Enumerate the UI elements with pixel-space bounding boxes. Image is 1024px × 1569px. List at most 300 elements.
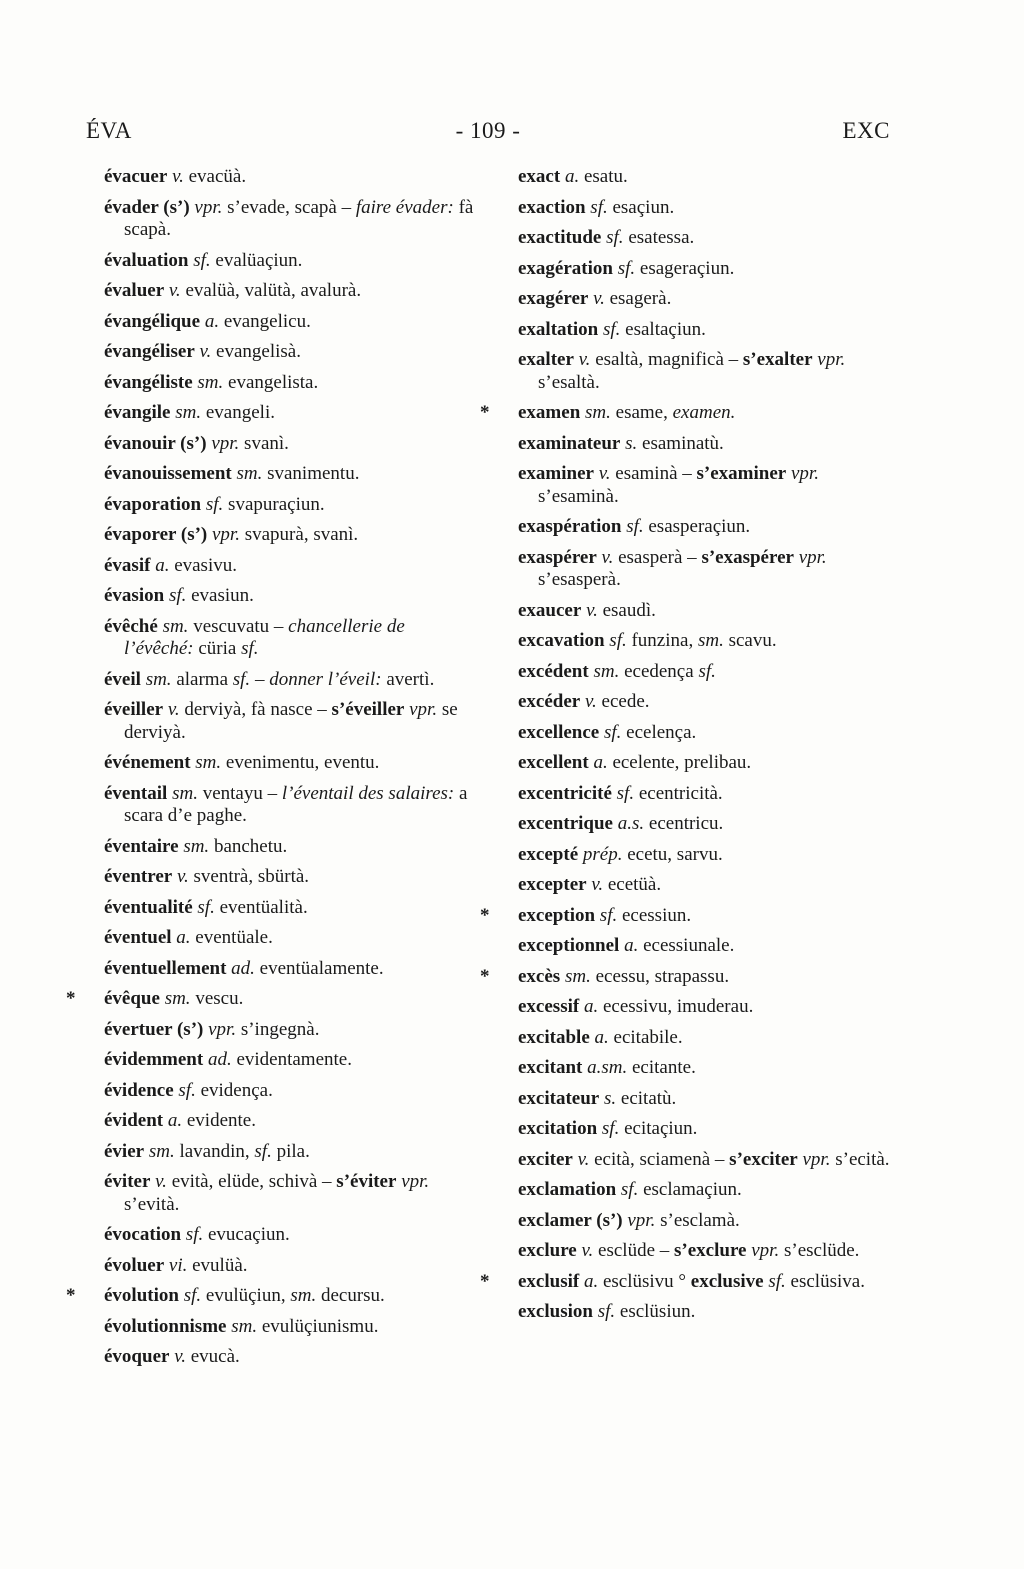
entry-text: evidente.	[182, 1110, 256, 1131]
entry-text: esasperà –	[613, 546, 702, 568]
entry-headword: exclamation	[518, 1179, 617, 1200]
entry-headword: excepté	[518, 843, 579, 865]
entry-headword: éventualité	[104, 896, 193, 918]
entry-italic-text: vpr.	[790, 463, 819, 484]
dictionary-entry	[104, 866, 476, 889]
entry-headword: évasif	[104, 554, 151, 576]
entry-italic-text: sf.	[620, 1179, 639, 1200]
dictionary-entry	[518, 1057, 890, 1080]
entry-italic-text: v.	[593, 288, 605, 309]
entry-italic-text: sf.	[197, 896, 215, 918]
entry-italic-text: v.	[199, 341, 212, 362]
entry-headword: éventuellement	[104, 957, 227, 979]
entry-headword: excitable	[518, 1026, 590, 1048]
entry-text: eventüale.	[190, 927, 273, 948]
entry-text: s’ecità.	[830, 1148, 890, 1170]
entry-subheadword: s’exciter	[729, 1148, 798, 1170]
entry-italic-text: a.	[583, 1270, 599, 1292]
entry-text: pila.	[271, 1140, 310, 1162]
entry-headword: évier	[104, 1140, 145, 1162]
dictionary-entry	[104, 836, 476, 859]
entry-headword: exaction	[518, 196, 586, 218]
entry-headword: évanouir (s’)	[104, 432, 207, 454]
header-last-entry: EXC	[842, 118, 890, 143]
dictionary-entry	[518, 1118, 890, 1141]
entry-text: eventüalità.	[214, 896, 308, 918]
dictionary-entry	[104, 463, 476, 486]
entry-italic-text: sm.	[197, 371, 224, 393]
dictionary-entry	[518, 258, 890, 281]
entry-text: s’esclamà.	[655, 1209, 740, 1231]
dictionary-entry	[104, 988, 476, 1011]
entry-headword: évolution	[104, 1285, 179, 1306]
entry-italic-text: sm.	[593, 660, 620, 682]
entry-text: evalüà, valütà, avalurà.	[180, 280, 362, 301]
entry-headword: évidence	[104, 1079, 174, 1101]
entry-italic-text: v.	[174, 1346, 186, 1367]
dictionary-entry	[104, 433, 476, 456]
entry-text: evalüaçiun.	[210, 249, 303, 271]
entry-text: evacüà.	[183, 166, 247, 187]
entry-italic-text: a.sm.	[587, 1057, 628, 1078]
entry-text: cüria	[193, 638, 242, 659]
entry-text: s’esasperà.	[538, 569, 621, 590]
dictionary-entry	[104, 1316, 476, 1339]
entry-italic-text: sf.	[617, 257, 636, 279]
entry-italic-text: vpr.	[401, 1171, 430, 1192]
dictionary-entry	[518, 1271, 890, 1294]
entry-subheadword: s’exclure	[674, 1240, 747, 1261]
entry-italic-text: a.	[204, 310, 220, 332]
entry-headword: exclusif	[518, 1270, 580, 1292]
entry-headword: éventaire	[104, 835, 179, 857]
dictionary-entry	[104, 555, 476, 578]
dictionary-entry	[104, 402, 476, 425]
dictionary-entry	[518, 966, 890, 989]
entry-text: esaltaçiun.	[620, 318, 706, 340]
entry-headword: excitateur	[518, 1087, 600, 1109]
entry-text: evucaçiun.	[203, 1224, 290, 1245]
dictionary-entry	[518, 813, 890, 836]
page-number: - 109 -	[455, 118, 521, 143]
entry-italic-text: v.	[601, 546, 614, 568]
entry-text: ecedença	[619, 660, 699, 682]
entry-text: eventüalamente.	[254, 957, 384, 979]
entry-headword: exaspérer	[518, 546, 597, 568]
entry-italic-text: sf.	[606, 227, 624, 248]
entry-italic-text: sf.	[254, 1140, 272, 1162]
entry-text: lavandin,	[174, 1140, 255, 1162]
entry-headword: éventrer	[104, 866, 173, 887]
entry-text: s’ingegnà.	[236, 1018, 320, 1040]
dictionary-entry	[518, 1179, 890, 1202]
dictionary-entry	[104, 1346, 476, 1369]
dictionary-entry	[518, 722, 890, 745]
dictionary-entry	[518, 996, 890, 1019]
entry-italic-text: sm.	[290, 1285, 317, 1306]
entry-italic-text: sm.	[164, 988, 191, 1009]
entry-headword: éviter	[104, 1171, 151, 1192]
entry-italic-text: a.	[583, 996, 599, 1017]
entry-text: se derviyà.	[124, 699, 458, 743]
entry-italic-text: ad.	[207, 1049, 232, 1070]
entry-headword: évaluation	[104, 249, 189, 271]
dictionary-entry	[104, 1141, 476, 1164]
dictionary-entry	[104, 616, 476, 661]
entry-headword: examen	[518, 402, 581, 423]
dictionary-entry	[518, 402, 890, 425]
entry-headword: excavation	[518, 630, 605, 651]
entry-italic-text: vpr.	[817, 349, 846, 370]
dictionary-entry	[104, 166, 476, 189]
entry-italic-text: v.	[581, 1240, 594, 1261]
entry-text: ecetu, sarvu.	[622, 843, 723, 865]
entry-headword: excéder	[518, 691, 581, 712]
dictionary-entry	[104, 280, 476, 303]
dictionary-entry	[518, 319, 890, 342]
entry-text: evidentamente.	[231, 1049, 352, 1070]
entry-text: funzina,	[626, 630, 698, 651]
entry-text: scavu.	[723, 630, 777, 651]
entry-italic-text: sf.	[626, 516, 644, 537]
entry-subheadword: exclusive	[690, 1270, 764, 1292]
entry-italic-text: sm.	[564, 965, 591, 987]
entry-text: ecità, sciamenà –	[589, 1148, 730, 1170]
entry-italic-text: sf.	[168, 585, 187, 606]
entry-text: ecitatù.	[616, 1087, 677, 1109]
entry-italic-text: sf.	[597, 1301, 616, 1322]
entry-italic-text: a.	[564, 166, 580, 187]
left-column	[104, 166, 476, 1377]
entry-italic-text: prép.	[582, 843, 623, 865]
entry-headword: évoquer	[104, 1346, 170, 1367]
entry-text: esagerà.	[604, 288, 672, 309]
dictionary-entry	[518, 516, 890, 539]
dictionary-entry	[104, 897, 476, 920]
entry-headword: évanouissement	[104, 463, 232, 484]
entry-italic-text: sf.	[698, 660, 716, 682]
entry-text: evangelista.	[223, 371, 319, 393]
entry-headword: examinateur	[518, 432, 621, 454]
entry-text: esageraçiun.	[635, 257, 735, 279]
entry-subheadword: s’examiner	[696, 463, 787, 484]
dictionary-entry	[104, 1080, 476, 1103]
entry-text: ventayu –	[197, 782, 282, 804]
dictionary-entry	[104, 1019, 476, 1042]
entry-text: svanimentu.	[262, 463, 360, 484]
entry-italic-text: vpr.	[194, 196, 223, 218]
entry-italic-text: a.	[594, 1026, 609, 1048]
dictionary-entry	[518, 783, 890, 806]
entry-italic-text: v.	[168, 280, 181, 301]
dictionary-entry	[104, 1285, 476, 1308]
entry-italic-text: sm.	[162, 615, 189, 637]
dictionary-entry	[104, 699, 476, 744]
entry-italic-text: vpr.	[627, 1209, 656, 1231]
dictionary-entry	[104, 669, 476, 692]
entry-italic-text: vi.	[168, 1254, 188, 1276]
entry-text: esaudì.	[597, 599, 656, 621]
entry-headword: exclamer (s’)	[518, 1209, 623, 1231]
dictionary-entry	[104, 783, 476, 828]
entry-italic-text: sf.	[205, 493, 224, 515]
entry-italic-text: vpr.	[211, 432, 240, 454]
entry-italic-text: v.	[167, 699, 180, 720]
entry-headword: exception	[518, 904, 596, 926]
entry-headword: excentricité	[518, 782, 612, 804]
entry-italic-text: sf.	[601, 1118, 620, 1139]
entry-italic-text: vpr.	[208, 1018, 237, 1040]
entry-italic-text: sm.	[585, 402, 611, 423]
dictionary-entry	[104, 752, 476, 775]
entry-text: evulüçiun,	[201, 1285, 291, 1306]
dictionary-entry	[518, 1088, 890, 1111]
entry-italic-text: a.s.	[617, 813, 645, 834]
entry-text: evucà.	[185, 1346, 240, 1367]
entry-italic-text: donner l’éveil:	[269, 668, 382, 690]
entry-headword: excédent	[518, 660, 589, 682]
entry-headword: évasion	[104, 585, 165, 606]
entry-text: ecitabile.	[608, 1026, 683, 1048]
entry-headword: examiner	[518, 463, 594, 484]
entry-text: esaltà, magnificà –	[590, 349, 743, 370]
entry-italic-text: v.	[172, 166, 184, 187]
entry-italic-text: v.	[591, 874, 604, 895]
entry-headword: exagérer	[518, 288, 589, 309]
entry-headword: éveiller	[104, 699, 164, 720]
entry-headword: excepter	[518, 874, 587, 895]
dictionary-entry	[104, 1171, 476, 1216]
entry-headword: évangéliste	[104, 371, 193, 393]
dictionary-entry	[518, 1027, 890, 1050]
entry-headword: exalter	[518, 349, 574, 370]
entry-italic-text: v.	[577, 1148, 590, 1170]
dictionary-entry	[518, 844, 890, 867]
entry-text: evità, elüde, schivà –	[166, 1171, 337, 1192]
entry-italic-text: sf.	[183, 1285, 202, 1306]
entry-headword: exciter	[518, 1148, 573, 1170]
entry-italic-text: s.	[625, 432, 638, 454]
entry-italic-text: sf.	[602, 318, 621, 340]
entry-headword: évangélique	[104, 310, 201, 332]
dictionary-entry	[518, 288, 890, 311]
right-column	[518, 166, 890, 1332]
entry-italic-text: sm.	[697, 630, 724, 651]
entry-subheadword: s’éveiller	[331, 699, 405, 720]
dictionary-entry	[104, 494, 476, 517]
entry-headword: exaspération	[518, 516, 622, 537]
entry-italic-text: v.	[598, 463, 611, 484]
entry-italic-text: sm.	[148, 1140, 175, 1162]
entry-italic-text: a.	[593, 752, 608, 773]
entry-headword: évader (s’)	[104, 196, 190, 218]
dictionary-entry	[104, 524, 476, 547]
entry-text: esasperaçiun.	[643, 516, 751, 537]
entry-italic-text: vpr.	[798, 546, 827, 568]
entry-italic-text: v.	[155, 1171, 167, 1192]
entry-headword: excitant	[518, 1057, 583, 1078]
entry-headword: évertuer (s’)	[104, 1018, 204, 1040]
entry-headword: évaluer	[104, 280, 165, 301]
page-header	[86, 118, 890, 148]
entry-text: banchetu.	[209, 835, 288, 857]
dictionary-entry	[518, 433, 890, 456]
entry-text: avertì.	[381, 668, 435, 690]
entry-text: ecelença.	[621, 721, 697, 743]
dictionary-entry	[518, 905, 890, 928]
entry-text: evulüçiunismu.	[257, 1315, 379, 1337]
dictionary-entry	[518, 600, 890, 623]
entry-headword: évaporation	[104, 493, 202, 515]
entry-italic-text: v.	[176, 866, 189, 887]
entry-text: esclüsivu °	[598, 1270, 691, 1292]
entry-text: ecetüà.	[603, 874, 662, 895]
header-first-entry: ÉVA	[86, 118, 132, 143]
entry-italic-text: vpr.	[212, 524, 240, 545]
entry-text: ecessiun.	[617, 904, 692, 926]
entry-italic-text: sf.	[609, 630, 627, 651]
dictionary-entry	[518, 1149, 890, 1172]
entry-headword: évidemment	[104, 1049, 204, 1070]
dictionary-entry	[518, 1210, 890, 1233]
entry-text: derviyà, fà nasce –	[179, 699, 332, 720]
entry-text: esclüde –	[593, 1240, 675, 1261]
entry-headword: excellence	[518, 721, 600, 743]
entry-text: evangelicu.	[219, 310, 311, 332]
entry-italic-text: sm.	[145, 668, 172, 690]
entry-text: esaminà –	[610, 463, 697, 484]
dictionary-entry	[104, 1110, 476, 1133]
entry-subheadword: s’exaspérer	[701, 546, 794, 568]
entry-text: evidença.	[195, 1079, 273, 1101]
entry-headword: évolutionnisme	[104, 1315, 227, 1337]
dictionary-entry	[518, 691, 890, 714]
entry-text: vescu.	[190, 988, 244, 1009]
entry-italic-text: v.	[586, 599, 598, 621]
entry-text: esatessa.	[623, 227, 695, 248]
entry-italic-text: vpr.	[802, 1148, 831, 1170]
entry-text: ecessivu, imuderau.	[598, 996, 754, 1017]
dictionary-entry	[518, 1240, 890, 1263]
entry-text: evangelisà.	[211, 341, 301, 362]
dictionary-entry	[104, 1049, 476, 1072]
entry-italic-text: examen.	[672, 402, 736, 423]
dictionary-entry	[104, 197, 476, 242]
entry-text: vescuvatu –	[188, 615, 289, 637]
dictionary-entry	[104, 927, 476, 950]
dictionary-entry	[518, 463, 890, 508]
entry-italic-text: sm.	[231, 1315, 258, 1337]
entry-italic-text: a.	[167, 1110, 183, 1131]
entry-italic-text: sf.	[178, 1079, 196, 1101]
entry-italic-text: sf.	[603, 721, 622, 743]
dictionary-entry	[518, 197, 890, 220]
entry-italic-text: vpr.	[751, 1240, 780, 1261]
dictionary-entry	[104, 958, 476, 981]
entry-headword: excès	[518, 965, 561, 987]
entry-headword: éveil	[104, 668, 141, 690]
entry-text: esclamaçiun.	[638, 1179, 742, 1200]
entry-text: s’esaminà.	[538, 485, 619, 507]
entry-italic-text: a.	[176, 927, 191, 948]
entry-text: a scara d’e paghe.	[124, 782, 468, 826]
entry-headword: évangéliser	[104, 341, 195, 362]
entry-headword: exactitude	[518, 227, 602, 248]
entry-text: evasiun.	[186, 585, 254, 606]
entry-text: evangeli.	[201, 402, 275, 423]
dictionary-entry	[104, 585, 476, 608]
entry-text: ecentricità.	[634, 782, 723, 804]
entry-italic-text: s.	[603, 1087, 617, 1109]
dictionary-entry	[104, 311, 476, 334]
entry-italic-text: sm.	[172, 782, 198, 804]
entry-text: –	[250, 668, 270, 690]
entry-italic-text: chancellerie de l’évêché:	[124, 615, 405, 659]
entry-text: s’evità.	[124, 1193, 180, 1215]
dictionary-entry	[104, 341, 476, 364]
entry-italic-text: sf.	[768, 1270, 786, 1292]
entry-headword: excitation	[518, 1118, 598, 1139]
entry-headword: exclure	[518, 1240, 577, 1261]
dictionary-entry	[518, 752, 890, 775]
entry-headword: évocation	[104, 1224, 182, 1245]
entry-text: s’evade, scapà –	[222, 196, 356, 218]
dictionary-entry	[518, 227, 890, 250]
dictionary-entry	[518, 661, 890, 684]
entry-headword: éventuel	[104, 927, 172, 948]
entry-italic-text: vpr.	[409, 699, 438, 720]
dictionary-entry	[518, 349, 890, 394]
dictionary-entry	[518, 166, 890, 189]
entry-italic-text: l’éventail des salaires:	[281, 782, 455, 804]
entry-text: esaçiun.	[607, 196, 675, 218]
entry-text: ecitaçiun.	[619, 1118, 698, 1139]
dictionary-entry	[518, 547, 890, 592]
entry-text: sventrà, sbürtà.	[188, 866, 310, 887]
entry-text: evenimentu, eventu.	[221, 752, 380, 773]
dictionary-entry	[104, 1255, 476, 1278]
entry-headword: événement	[104, 752, 191, 773]
entry-headword: évêché	[104, 615, 158, 637]
dictionary-entry	[104, 372, 476, 395]
entry-headword: exclusion	[518, 1301, 593, 1322]
entry-text: esame,	[610, 402, 673, 423]
entry-headword: excellent	[518, 752, 589, 773]
entry-headword: évoluer	[104, 1254, 165, 1276]
dictionary-entry	[518, 874, 890, 897]
entry-italic-text: ad.	[231, 957, 255, 979]
entry-headword: évêque	[104, 988, 160, 1009]
entry-subheadword: s’exalter	[742, 349, 813, 370]
entry-italic-text: v.	[584, 691, 597, 712]
entry-italic-text: a.	[155, 554, 170, 576]
entry-headword: exaltation	[518, 318, 599, 340]
entry-text: evulüà.	[187, 1254, 248, 1276]
entry-headword: excentrique	[518, 813, 613, 834]
entry-italic-text: v.	[578, 349, 591, 370]
entry-text: ecitante.	[627, 1057, 696, 1078]
entry-headword: éventail	[104, 782, 168, 804]
entry-headword: exceptionnel	[518, 935, 620, 956]
entry-text: fà scapà.	[124, 196, 474, 240]
entry-italic-text: a.	[624, 935, 639, 956]
entry-italic-text: sf.	[193, 249, 211, 271]
entry-headword: évaporer (s’)	[104, 524, 208, 545]
entry-italic-text: sf.	[241, 638, 259, 659]
entry-italic-text: sf.	[590, 196, 608, 218]
entry-headword: évident	[104, 1110, 164, 1131]
entry-italic-text: sm.	[183, 835, 210, 857]
